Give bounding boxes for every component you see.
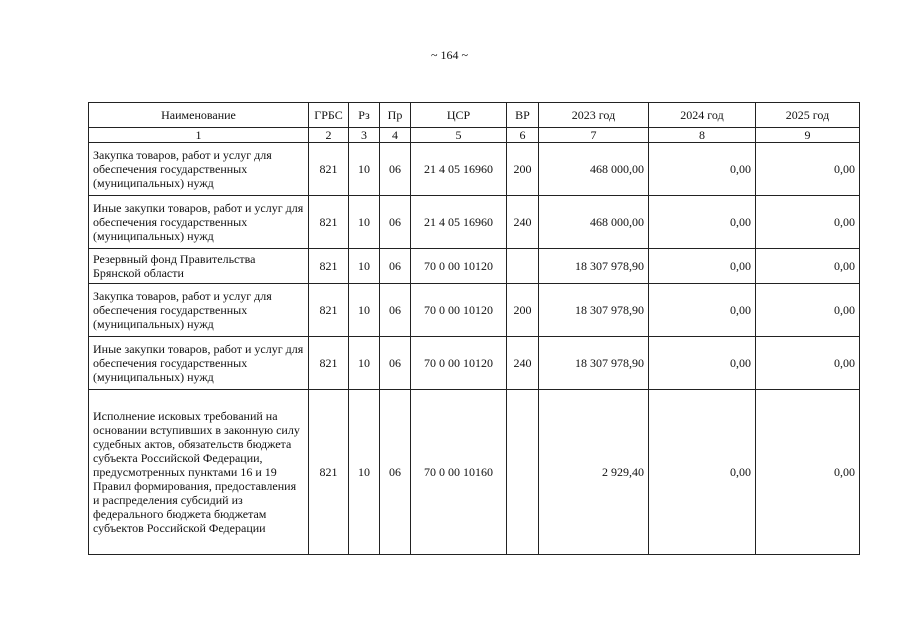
row-csr: 70 0 00 10120 bbox=[411, 337, 507, 390]
header-2025: 2025 год bbox=[756, 103, 860, 128]
row-grbs: 821 bbox=[309, 337, 349, 390]
row-pr: 06 bbox=[380, 196, 411, 249]
header-2024: 2024 год bbox=[649, 103, 756, 128]
header-rz: Рз bbox=[349, 103, 380, 128]
header-pr: Пр bbox=[380, 103, 411, 128]
budget-table bbox=[88, 102, 860, 555]
header-row bbox=[89, 103, 860, 128]
row-vr: 240 bbox=[507, 337, 539, 390]
row-vr: 240 bbox=[507, 196, 539, 249]
row-2025: 0,00 bbox=[756, 390, 860, 555]
table-row bbox=[89, 337, 860, 390]
row-name: Исполнение исковых требований на основании вступивших в законную силу судебных актов, обязательств бюджета субъекта Российской Федерации, предусмотренных пунктами 16 и 19 Правил формирования, предоставления и распределения субсидий из федерального бюджета бюджетам субъектов Российской Федерации bbox=[89, 390, 309, 555]
row-grbs: 821 bbox=[309, 249, 349, 284]
table-row bbox=[89, 249, 860, 284]
row-2025: 0,00 bbox=[756, 143, 860, 196]
row-pr: 06 bbox=[380, 390, 411, 555]
row-2023: 18 307 978,90 bbox=[539, 337, 649, 390]
row-2024: 0,00 bbox=[649, 196, 756, 249]
column-number: 6 bbox=[507, 128, 539, 143]
row-2024: 0,00 bbox=[649, 284, 756, 337]
header-vr: ВР bbox=[507, 103, 539, 128]
row-rz: 10 bbox=[349, 337, 380, 390]
header-2023: 2023 год bbox=[539, 103, 649, 128]
column-number: 7 bbox=[539, 128, 649, 143]
row-2025: 0,00 bbox=[756, 284, 860, 337]
row-name: Закупка товаров, работ и услуг для обеспечения государственных (муниципальных) нужд bbox=[89, 284, 309, 337]
row-name: Иные закупки товаров, работ и услуг для обеспечения государственных (муниципальных) нужд bbox=[89, 196, 309, 249]
row-grbs: 821 bbox=[309, 284, 349, 337]
row-rz: 10 bbox=[349, 196, 380, 249]
row-2023: 2 929,40 bbox=[539, 390, 649, 555]
table-row bbox=[89, 143, 860, 196]
row-vr bbox=[507, 249, 539, 284]
row-2025: 0,00 bbox=[756, 196, 860, 249]
table-row bbox=[89, 390, 860, 555]
row-2023: 468 000,00 bbox=[539, 196, 649, 249]
row-grbs: 821 bbox=[309, 390, 349, 555]
column-number: 8 bbox=[649, 128, 756, 143]
row-vr: 200 bbox=[507, 284, 539, 337]
row-rz: 10 bbox=[349, 143, 380, 196]
row-csr: 21 4 05 16960 bbox=[411, 143, 507, 196]
header-name: Наименование bbox=[89, 103, 309, 128]
row-csr: 70 0 00 10120 bbox=[411, 249, 507, 284]
header-csr: ЦСР bbox=[411, 103, 507, 128]
row-2024: 0,00 bbox=[649, 249, 756, 284]
header-grbs: ГРБС bbox=[309, 103, 349, 128]
row-name: Резервный фонд Правительства Брянской области bbox=[89, 249, 309, 284]
row-csr: 70 0 00 10120 bbox=[411, 284, 507, 337]
row-2024: 0,00 bbox=[649, 337, 756, 390]
row-2023: 18 307 978,90 bbox=[539, 284, 649, 337]
row-rz: 10 bbox=[349, 249, 380, 284]
row-2024: 0,00 bbox=[649, 390, 756, 555]
row-grbs: 821 bbox=[309, 196, 349, 249]
row-name: Закупка товаров, работ и услуг для обеспечения государственных (муниципальных) нужд bbox=[89, 143, 309, 196]
row-grbs: 821 bbox=[309, 143, 349, 196]
row-rz: 10 bbox=[349, 390, 380, 555]
row-pr: 06 bbox=[380, 143, 411, 196]
column-number: 4 bbox=[380, 128, 411, 143]
row-2023: 18 307 978,90 bbox=[539, 249, 649, 284]
row-csr: 21 4 05 16960 bbox=[411, 196, 507, 249]
row-pr: 06 bbox=[380, 249, 411, 284]
row-pr: 06 bbox=[380, 284, 411, 337]
table-row bbox=[89, 196, 860, 249]
column-number: 3 bbox=[349, 128, 380, 143]
row-pr: 06 bbox=[380, 337, 411, 390]
row-2023: 468 000,00 bbox=[539, 143, 649, 196]
column-number: 2 bbox=[309, 128, 349, 143]
column-number-row bbox=[89, 128, 860, 143]
row-name: Иные закупки товаров, работ и услуг для обеспечения государственных (муниципальных) нужд bbox=[89, 337, 309, 390]
column-number: 9 bbox=[756, 128, 860, 143]
row-2025: 0,00 bbox=[756, 249, 860, 284]
row-vr: 200 bbox=[507, 143, 539, 196]
row-csr: 70 0 00 10160 bbox=[411, 390, 507, 555]
row-2024: 0,00 bbox=[649, 143, 756, 196]
row-rz: 10 bbox=[349, 284, 380, 337]
table-row bbox=[89, 284, 860, 337]
column-number: 1 bbox=[89, 128, 309, 143]
row-vr bbox=[507, 390, 539, 555]
page-number: ~ 164 ~ bbox=[431, 48, 468, 62]
row-2025: 0,00 bbox=[756, 337, 860, 390]
column-number: 5 bbox=[411, 128, 507, 143]
